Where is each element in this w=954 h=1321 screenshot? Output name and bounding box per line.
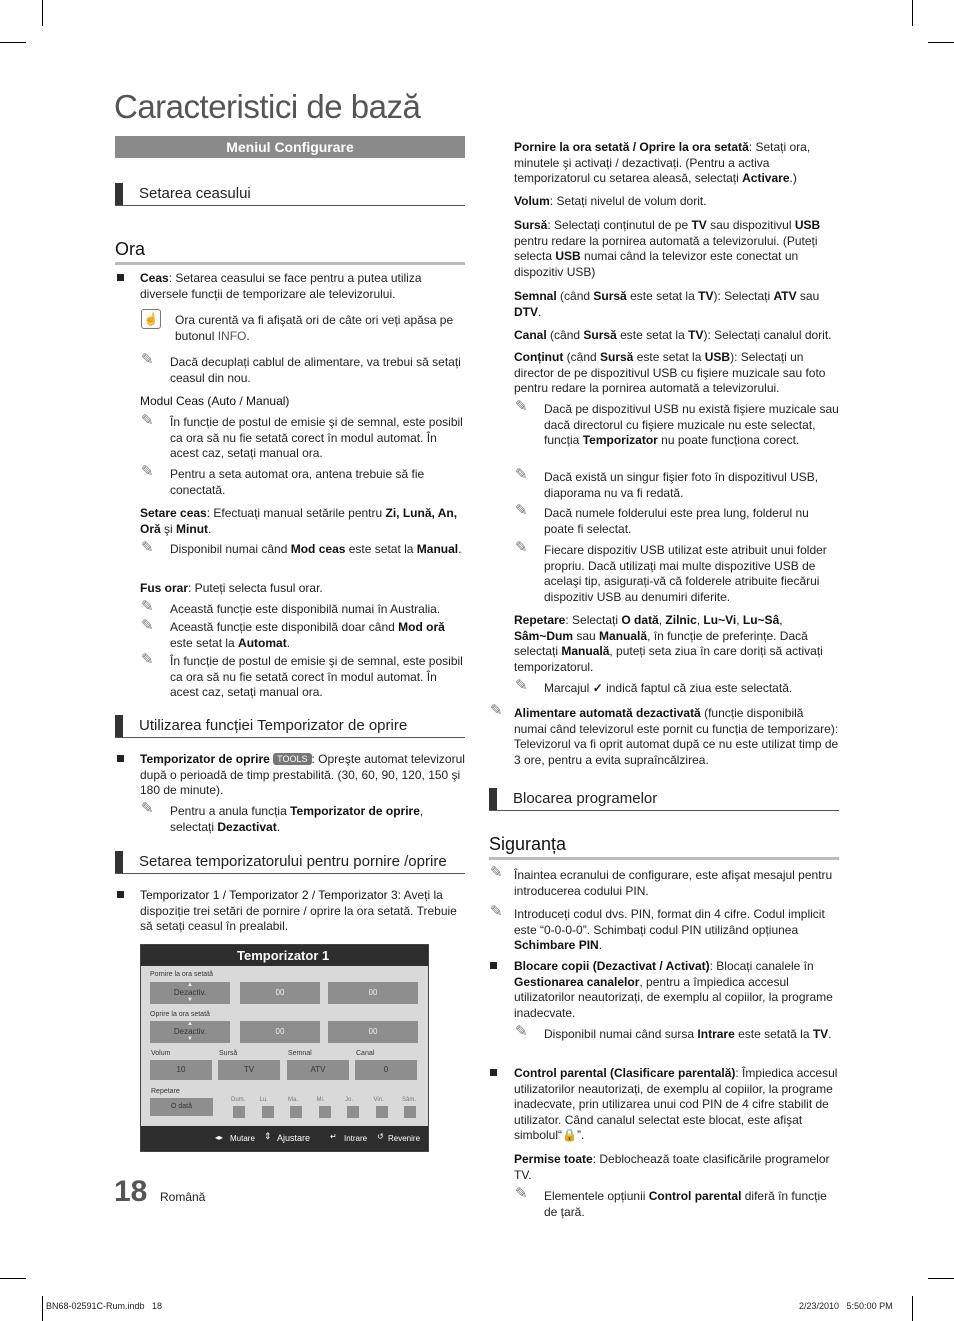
heading-siguranta	[489, 834, 839, 860]
crop-mark	[0, 42, 26, 43]
note-parental-items: Elementele opțiunii Control parental diferă în funcție de țară.	[544, 1189, 827, 1219]
paragraph-parental-control: Control parental (Clasificare parentală): Împiedica accesul utilizatorilor neautorizați, de exemplu al copiilor, la programe inadecvate, prin utilizarea unui cod PIN de 4 cifre stabilit de utilizator. Când canalul selectat este blocat, este afişat simbolul“🔒”.	[514, 1066, 838, 1142]
pencil-note-icon: ✎	[141, 651, 154, 668]
subheading-on-off-timer	[115, 851, 465, 874]
pencil-note-icon: ✎	[515, 1023, 528, 1040]
paragraph-fus-orar: Fus orar: Puteți selecta fusul orar.	[140, 581, 323, 595]
volume-value: 10	[176, 1065, 186, 1074]
off-time-toggle[interactable]: ▲ Dezactiv. ▼	[150, 1021, 230, 1043]
paragraph-repeat: Repetare: Selectați O dată, Zilnic, Lu~Vi, Lu~Sâ, Sâm~Dum sau Manuală, în funcție de preferințe. Dacă selectați Manuală, puteți seta ziua în care doriți să activați temporizatorul.	[514, 613, 823, 674]
bullet-square	[490, 962, 497, 969]
off-time-hour[interactable]	[240, 1021, 320, 1043]
pencil-note-icon: ✎	[515, 466, 528, 483]
off-hour-value: 00	[275, 1027, 285, 1036]
day-label: Jo.	[345, 1097, 354, 1103]
subheading-text: Utilizarea funcției Temporizator de oprire	[139, 717, 408, 734]
pencil-note-icon: ✎	[141, 412, 154, 429]
note-info: Ora curentă va fi afişată ori de câte ori veți apăsa pe butonul INFO.	[175, 313, 454, 343]
day-checkbox[interactable]	[262, 1106, 274, 1118]
paragraph-allow-all: Permise toate: Deblochează toate clasificările programelor TV.	[514, 1152, 830, 1182]
signal-label: Semnal	[288, 1050, 312, 1057]
note-clock-mode-1: În funcție de postul de emisie şi de semnal, este posibil ca ora să nu fie setată corect în modul automat. În acest caz, setați manual ora.	[170, 415, 463, 460]
day-checkbox[interactable]	[376, 1106, 388, 1118]
day-checkbox[interactable]	[233, 1106, 245, 1118]
day-label: Vin.	[373, 1097, 384, 1103]
repeat-field[interactable]	[150, 1098, 213, 1116]
on-minute-value: 00	[368, 988, 378, 997]
source-label: Sursă	[219, 1050, 238, 1057]
on-time-minute[interactable]	[328, 982, 418, 1004]
timer-screen-title: Temporizator 1	[141, 945, 428, 966]
bullet-square	[490, 1069, 497, 1076]
paragraph-ceas: Ceas: Setarea ceasului se face pentru a putea utiliza diversele funcții de temporizare ale televizorului.	[140, 271, 422, 301]
enter-icon: ↵	[330, 1132, 337, 1141]
pencil-note-icon: ✎	[515, 502, 528, 519]
paragraph-on-off-time: Pornire la ora setată / Oprire la ora setată: Setați ora, minutele şi activați / dezactivați. (Pentru a activa temporizatorul cu setarea aleasă, selectați Activare.)	[514, 140, 811, 185]
note-content-2: Dacă există un singur fişier foto în dispozitivul USB, diaporama nu va fi redată.	[544, 470, 819, 500]
pencil-note-icon: ✎	[490, 702, 503, 719]
return-label: Revenire	[388, 1134, 421, 1143]
hand-note-icon: ☝	[141, 309, 161, 329]
check-icon: ✓	[592, 681, 603, 695]
note-content-4: Fiecare dispozitiv USB utilizat este atribuit unui folder propriu. Dacă utilizați mai multe dispozitive USB de acelaşi tip, asigurați-vă că folderele atribuite fiecărui dispozitiv USB au denumiri diferite.	[544, 543, 827, 604]
heading-text: Ora	[115, 239, 146, 259]
day-checkbox[interactable]	[290, 1106, 302, 1118]
paragraph-timer: Temporizator 1 / Temporizator 2 / Temporizator 3: Aveți la dispoziție trei setări de pornire / oprire la ora setată. Trebuie să setați ceasul în prealabil.	[140, 888, 457, 933]
paragraph-setare-ceas: Setare ceas: Efectuați manual setările pentru Zi, Lună, An, Oră şi Minut.	[140, 506, 458, 536]
repeat-value: O dată	[170, 1103, 192, 1110]
note-content-1: Dacă pe dispozitivul USB nu există fişiere muzicale sau dacă directorul cu fişiere muzicale nu este selectat, funcția Temporizator nu poate funcționa corect.	[544, 402, 839, 447]
heading-text: Siguranța	[489, 834, 567, 854]
note-content-3: Dacă numele folderului este prea lung, folderul nu poate fi selectat.	[544, 506, 809, 536]
paragraph-volume: Volum: Setați nivelul de volum dorit.	[514, 194, 707, 208]
channel-value: 0	[383, 1065, 389, 1074]
paragraph-channel: Canal (când Sursă este setat la TV): Selectați canalul dorit.	[514, 328, 832, 342]
on-time-hour[interactable]	[240, 982, 320, 1004]
paragraph-sleep-timer: Temporizator de oprire TOOLS : Opreşte automat televizorul după o perioadă de timp prestabilită. (30, 60, 90, 120, 150 şi 180 de minute).	[140, 752, 465, 797]
off-minute-value: 00	[368, 1027, 378, 1036]
paragraph-child-lock: Blocare copii (Dezactivat / Activat): Blocați canalele în Gestionarea canalelor, pentru a împiedica accesul utilizatorilor neautorizați, de exemplu al copiilor, la programe inadecvate.	[514, 959, 833, 1020]
move-label: Mutare	[230, 1134, 255, 1143]
day-checkbox[interactable]	[319, 1106, 331, 1118]
channel-field[interactable]	[355, 1060, 417, 1080]
subheading-marker	[489, 788, 497, 810]
pencil-note-icon: ✎	[141, 351, 154, 368]
adjust-label: Ajustare	[277, 1133, 311, 1143]
note-auto-power-off: Alimentare automată dezactivată (funcție disponibilă numai când televizorul este pornit cu funcția de temporizare): Televizorul va fi oprit automat după ce nu este utilizat timp de 3 ore, pentru a evita supraîncălzirea.	[514, 706, 839, 767]
day-checkbox[interactable]	[347, 1106, 359, 1118]
subheading-clock	[115, 183, 465, 206]
paragraph-source: Sursă: Selectați conținutul de pe TV sau dispozitivul USB pentru redare la pornirea automată a televizorului. (Puteți selecta USB numai când la televizor este conectat un dispozitiv USB)	[514, 218, 821, 279]
off-time-label: Oprire la ora setată	[150, 1011, 210, 1018]
note-safety-1: Înaintea ecranului de configurare, este afişat mesajul pentru introducerea codului PIN.	[514, 868, 833, 898]
paragraph-content: Conținut (când Sursă este setat la USB): Selectați un director de pe dispozitivul USB cu fişiere muzicale sau foto pentru redare la pornirea automată a televizorului.	[514, 350, 826, 395]
print-file-info: BN68-02591C-Rum.indb 18	[46, 1301, 163, 1311]
bullet-square	[117, 891, 124, 898]
subheading-marker	[115, 715, 123, 737]
note-fus-3: În funcție de postul de emisie şi de semnal, este posibil ca ora să nu fie setată corect în modul automat. În acest caz, setați manual ora.	[170, 654, 463, 699]
adjust-icon: ⇕	[264, 1131, 272, 1141]
signal-field[interactable]	[287, 1060, 349, 1080]
subheading-text: Setarea temporizatorului pentru pornire /oprire	[139, 853, 447, 870]
repeat-label: Repetare	[151, 1088, 180, 1095]
section-bar-setup-menu: Meniul Configurare	[115, 136, 465, 158]
subheading-program-lock	[489, 788, 839, 811]
day-label: Ma.	[288, 1097, 299, 1103]
pencil-note-icon: ✎	[490, 864, 503, 881]
lock-icon: 🔒	[562, 1128, 577, 1142]
crop-mark	[912, 1296, 913, 1321]
subheading-text: Setarea ceasului	[139, 185, 251, 202]
note-unplug: Dacă decuplați cablul de alimentare, va trebui să setați ceasul din nou.	[170, 355, 461, 385]
heading-ora	[115, 239, 465, 265]
timer-screen	[140, 944, 429, 1152]
subheading-marker	[115, 851, 123, 873]
off-time-value: Dezactiv.	[173, 1027, 207, 1036]
day-label: Sâm.	[402, 1097, 417, 1103]
tools-button-icon: TOOLS	[273, 753, 311, 765]
page-title: Caracteristici de bază	[114, 88, 421, 125]
crop-mark	[928, 1278, 954, 1279]
note-sleep: Pentru a anula funcția Temporizator de oprire, selectați Dezactivat.	[170, 804, 424, 834]
paragraph-signal: Semnal (când Sursă este setat la TV): Selectați ATV sau DTV.	[514, 289, 820, 319]
page-language: Română	[160, 1190, 206, 1204]
note-repeat: Marcajul ✓ indică faptul că ziua este selectată.	[544, 681, 793, 695]
note-child-lock: Disponibil numai când sursa Intrare este setată la TV.	[544, 1027, 832, 1041]
crop-mark	[42, 0, 43, 26]
print-date-info: 2/23/2010 5:50:00 PM	[799, 1301, 893, 1311]
note-safety-2: Introduceți codul dvs. PIN, format din 4 cifre. Codul implicit este “0-0-0-0”. Schimbați codul PIN utilizând opțiunea Schimbare PIN.	[514, 907, 825, 952]
subheading-text: Blocarea programelor	[513, 790, 658, 807]
note-fus-2: Această funcție este disponibilă doar când Mod oră este setat la Automat.	[170, 620, 445, 650]
pencil-note-icon: ✎	[515, 1185, 528, 1202]
crop-mark	[0, 1278, 26, 1279]
source-value: TV	[243, 1065, 255, 1074]
enter-label: Intrare	[344, 1134, 368, 1143]
signal-value: ATV	[310, 1065, 326, 1074]
source-field[interactable]	[218, 1060, 280, 1080]
crop-mark	[42, 1296, 43, 1321]
on-time-value: Dezactiv.	[173, 988, 207, 997]
channel-label: Canal	[356, 1050, 375, 1057]
note-fus-1: Această funcție este disponibilă numai în Australia.	[170, 602, 441, 616]
on-hour-value: 00	[275, 988, 285, 997]
day-label: Mi.	[316, 1097, 325, 1103]
return-icon: ↺	[377, 1132, 384, 1141]
note-setare: Disponibil numai când Mod ceas este setat la Manual.	[170, 542, 462, 556]
pencil-note-icon: ✎	[515, 539, 528, 556]
bullet-square	[117, 755, 124, 762]
move-icon: ◂▸	[215, 1133, 224, 1142]
day-label: Lu.	[259, 1097, 268, 1103]
volume-field[interactable]	[150, 1060, 212, 1080]
subheading-marker	[115, 183, 123, 205]
crop-mark	[912, 0, 913, 26]
on-time-label: Pornire la ora setată	[150, 971, 214, 978]
day-label: Dum.	[231, 1097, 246, 1103]
note-clock-mode-2: Pentru a seta automat ora, antena trebuie să fie conectată.	[170, 467, 425, 497]
subheading-sleep-timer	[115, 715, 465, 738]
pencil-note-icon: ✎	[141, 539, 154, 556]
pencil-note-icon: ✎	[141, 463, 154, 480]
bullet-square	[117, 274, 124, 281]
pencil-note-icon: ✎	[490, 903, 503, 920]
pencil-note-icon: ✎	[515, 677, 528, 694]
pencil-note-icon: ✎	[141, 617, 154, 634]
clock-mode-label: Modul Ceas (Auto / Manual)	[140, 394, 290, 408]
pencil-note-icon: ✎	[515, 398, 528, 415]
crop-mark	[928, 42, 954, 43]
on-time-toggle[interactable]: ▲ Dezactiv. ▼	[150, 982, 230, 1004]
pencil-note-icon: ✎	[141, 800, 154, 817]
page-number: 18	[114, 1175, 148, 1208]
timer-screen-footer	[141, 1126, 428, 1151]
pencil-note-icon: ✎	[141, 598, 154, 615]
day-checkbox[interactable]	[404, 1106, 416, 1118]
volume-label: Volum	[151, 1050, 171, 1057]
off-time-minute[interactable]	[328, 1021, 418, 1043]
